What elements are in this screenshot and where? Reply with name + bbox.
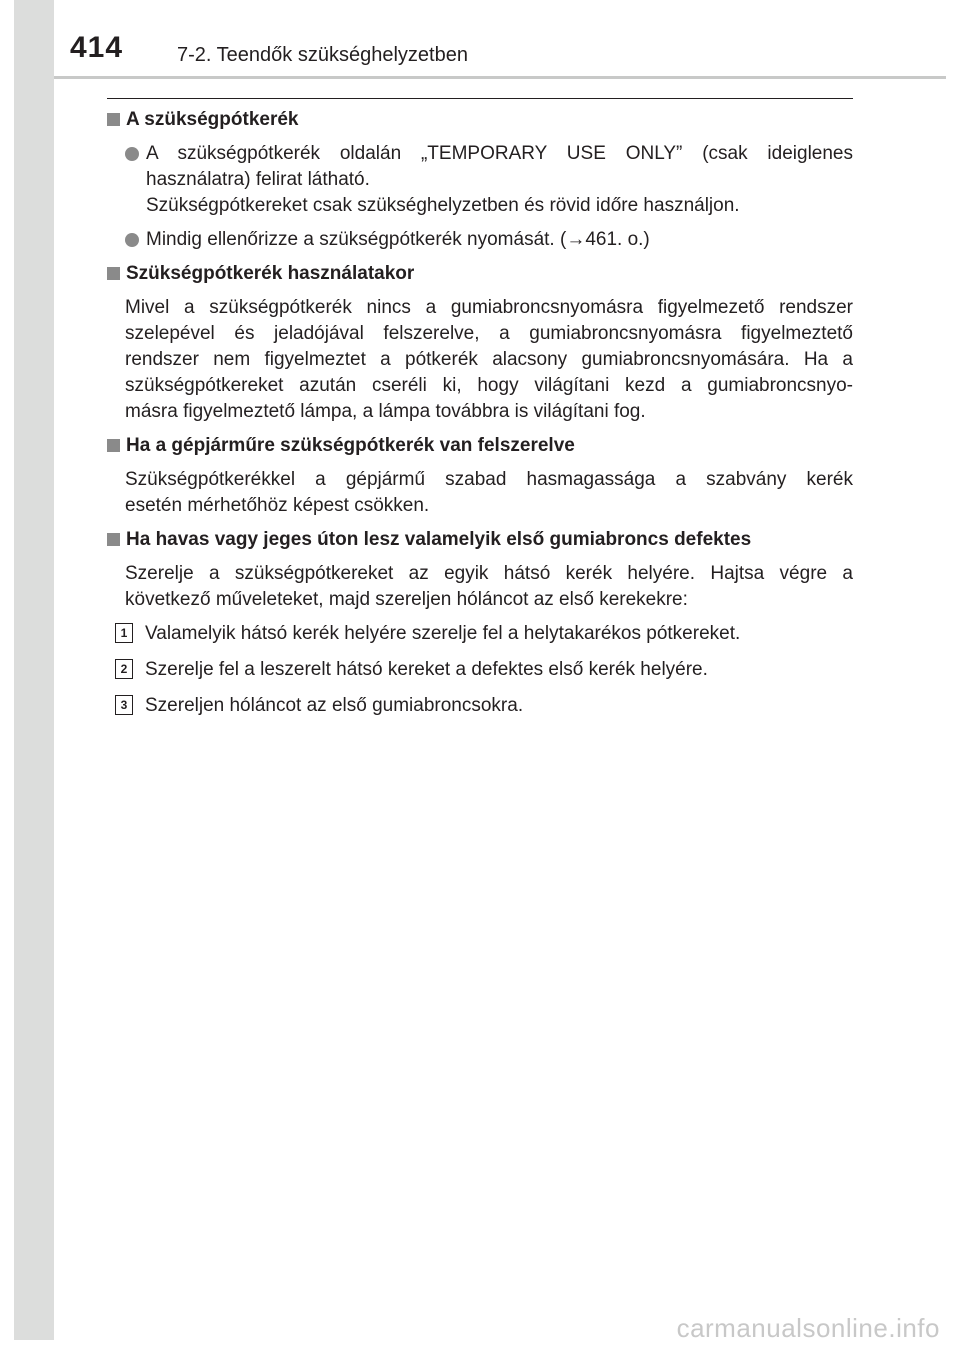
square-bullet-icon [107, 439, 120, 452]
step-item [115, 693, 853, 719]
text-line: Szerelje a szükségpótkereket az egyik hátsó kerék helyére. Hajtsa végre a [125, 563, 853, 584]
section-heading [107, 261, 853, 287]
bullet-text [146, 141, 853, 219]
step-number-box: 3 [115, 695, 133, 715]
step-text: Valamelyik hátsó kerék helyére szerelje fel a helytakarékos pótkereket. [145, 623, 741, 644]
step-item [115, 621, 853, 647]
square-bullet-icon [107, 267, 120, 280]
text-line: használatra) felirat látható. [146, 169, 370, 190]
text-fragment: Mindig ellenőrizze a szükségpótkerék nyomását. ( [146, 229, 567, 250]
step-number-box: 1 [115, 623, 133, 643]
chapter-title: 7-2. Teendők szükséghelyzetben [177, 44, 468, 66]
section-paragraph [125, 561, 853, 613]
text-line: Mivel a szükségpótkerék nincs a gumiabroncsnyomásra figyelmezető rendszer [125, 297, 853, 318]
bullet-item [125, 227, 853, 253]
section-heading-text: A szükségpótkerék [126, 109, 299, 130]
page-content [107, 107, 853, 729]
text-line: A szükségpótkerék oldalán „TEMPORARY USE ONLY” (csak ideiglenes [146, 143, 853, 164]
page-number: 414 [70, 31, 124, 64]
square-bullet-icon [107, 113, 120, 126]
step-text: Szereljen hóláncot az első gumiabroncsokra. [145, 695, 524, 716]
section-heading [107, 107, 853, 133]
left-margin-bar [14, 0, 54, 1340]
section-heading-text: Szükségpótkerék használatakor [126, 263, 415, 284]
content-top-rule [107, 98, 853, 99]
section-heading [107, 433, 853, 459]
circle-bullet-icon [125, 147, 139, 161]
watermark: carmanualsonline.info [676, 1313, 940, 1343]
header-rule [54, 76, 946, 79]
step-item [115, 657, 853, 683]
bullet-item [125, 141, 853, 219]
section-heading-text: Ha a gépjárműre szükségpótkerék van felszerelve [126, 435, 575, 456]
section-heading [107, 527, 853, 553]
text-line: következő műveleteket, majd szereljen hóláncot az első kerekekre: [125, 589, 688, 610]
bullet-text [146, 227, 853, 253]
section-paragraph [125, 295, 853, 425]
step-text: Szerelje fel a leszerelt hátsó kereket a defektes első kerék helyére. [145, 659, 708, 680]
text-line: esetén mérhetőhöz képest csökken. [125, 495, 430, 516]
text-line: szelepével és jeladójával felszerelve, a gumiabroncsnyomásra figyelmeztető [125, 323, 853, 344]
text-line: Szükségpótkereket csak szükséghelyzetben és rövid időre használjon. [146, 195, 740, 216]
section-paragraph [125, 467, 853, 519]
text-line: Szükségpótkerékkel a gépjármű szabad hasmagassága a szabvány kerék [125, 469, 853, 490]
square-bullet-icon [107, 533, 120, 546]
page-reference: 461. o.) [585, 229, 650, 250]
text-line: szükségpótkereket azután cseréli ki, hogy világítani kezd a gumiabroncsnyo- [125, 375, 853, 396]
circle-bullet-icon [125, 233, 139, 247]
step-number-box: 2 [115, 659, 133, 679]
text-line: másra figyelmeztető lámpa, a lámpa továbbra is világítani fog. [125, 401, 646, 422]
arrow-right-icon: → [566, 229, 586, 250]
section-heading-text: Ha havas vagy jeges úton lesz valamelyik első gumiabroncs defektes [126, 529, 752, 550]
text-line: rendszer nem figyelmeztet a pótkerék alacsony gumiabroncsnyomására. Ha a [125, 349, 853, 370]
